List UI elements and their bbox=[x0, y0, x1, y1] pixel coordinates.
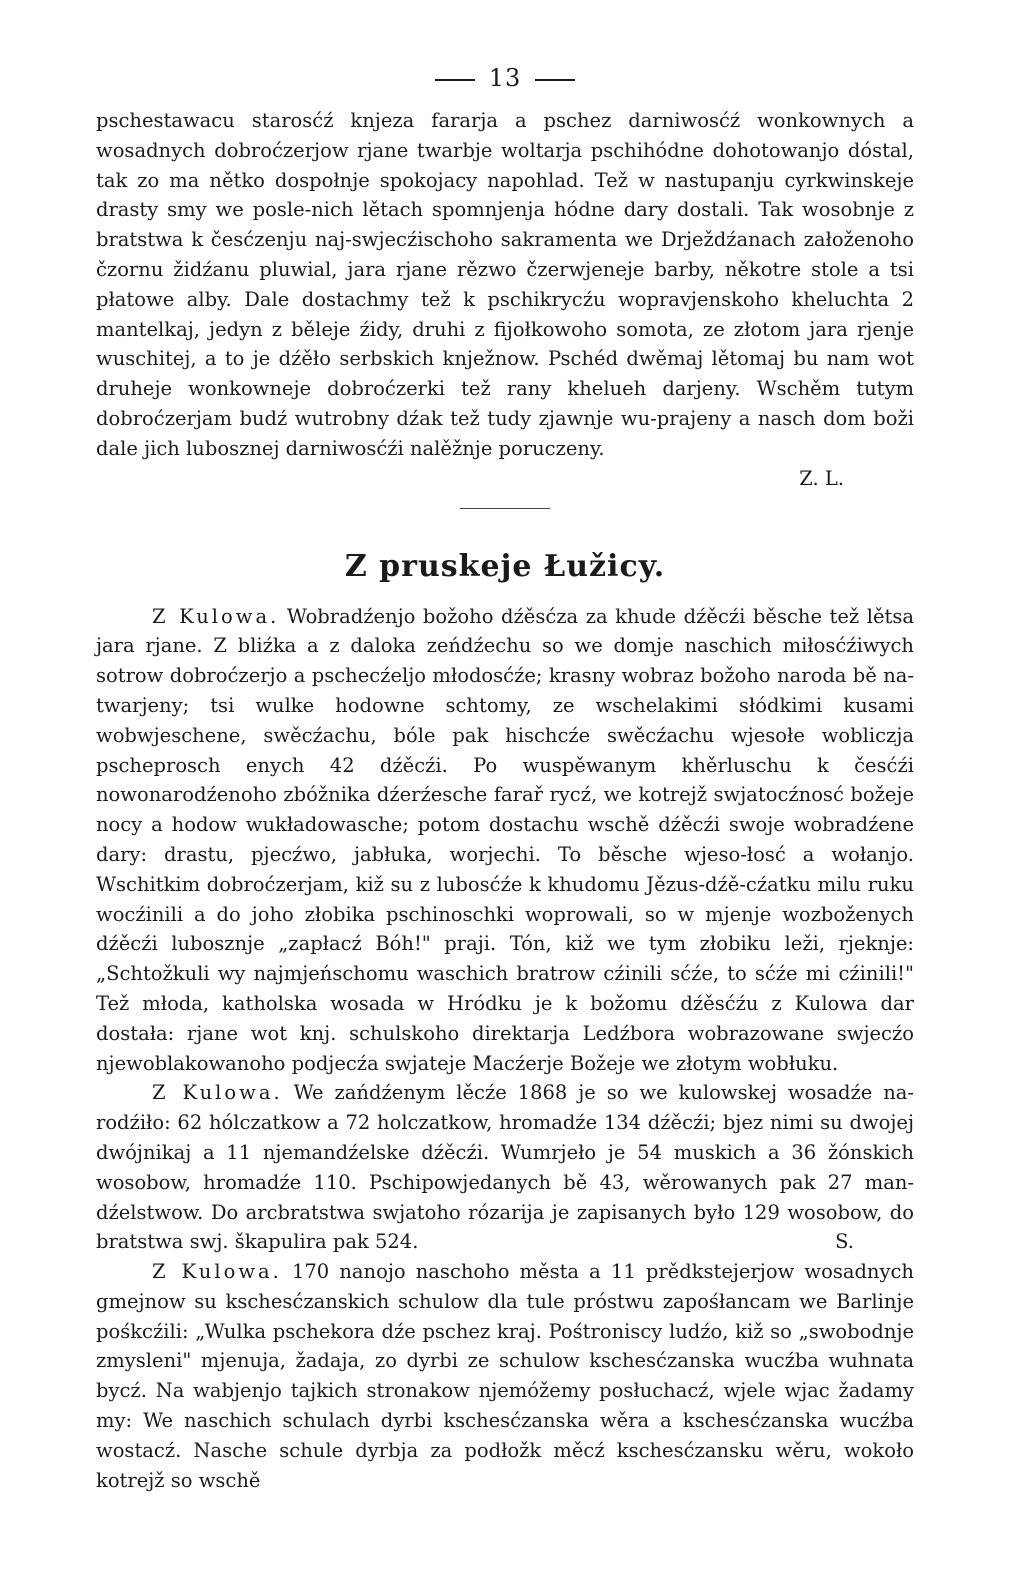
section-divider bbox=[460, 508, 550, 509]
news-signature-2: S. bbox=[835, 1230, 854, 1254]
document-page bbox=[96, 64, 914, 1495]
news-lead-1: Z Kulowa. bbox=[152, 604, 280, 628]
news-paragraph-2 bbox=[96, 1078, 914, 1257]
signature-top: Z. L. bbox=[799, 466, 844, 490]
section-heading: Z pruskeje Łužicy. bbox=[344, 548, 666, 584]
news-paragraph-3 bbox=[96, 1257, 914, 1495]
news-text-1: Wobradźenjo božoho dźěsćza za khude dźěcźi běsche tež lětsa jara rjane. Z bliźka a z daloka zeńdźechu so we domje naschich miłosćźiwych sotrow dobroćzerjo a pschecźeljo młodosćźe; krasny wobraz božoho naroda bě na-twarjeny; tsi wulke hodowne schtomy, ze wschelakimi słódkimi kusami wobwjeschene, swěcźachu, bóle pak hischcźe swěcźachu wjesołe wobliczja pscheprosch enych 42 dźěcźi. Po wuspěwanym khěrluschu k česćźi nowonarodźenoho zbóžnika dźerźesche farař rycź, we kotrejž swjatocźnosć božeje nocy a hodow wukładowasche; potom dostachu wschě dźěcźi swoje wobradźene dary: drastu, pjecźwo, jabłuka, worjechi. To běsche wjeso-łosć a wołanjo. Wschitkim dobroćzerjam, kiž su z lubosćźe k khudomu Jězus-dźě-cźatku milu ruku wocźinili a do joho złobika pschinoschki woprowali, so w mjenje wozboženych dźěcźi lubosznje „zapłacź Bóh!" praji. Tón, kiž we tym złobiku leži, rjeknje: „Schtožkuli wy najmjeńschomu waschich bratrow cźinili sćźe, to sćźe mi cźinili!" Tež młoda, katholska wosada w Hródku je k božomu dźěsćźu z Kulowa dar dostała: rjane wot knj. schulskoho direktarja Ledźbora wobrazowane swjecźo njewoblakowanoho podjecźa swjateje Macźerje Božeje we złotym wobłuku. bbox=[96, 604, 914, 1075]
news-text-2: We zańdźenym lěcźe 1868 je so we kulowskej wosadźe na-rodźiło: 62 hólczatkow a 72 holczatkow, hromadźe 134 dźěcźi; bjez nimi su dwojej dwójnikaj a 11 njemandźelske dźěcźi. Wumrjeło je 54 muskich a 36 žónskich wosobow, hromadźe 110. Pschipowjedanych bě 43, wěrowanych pak 27 man-dźelstwow. Do arcbratstwa swjatoho rózarija je zapisanych było 129 wosobow, do bratstwa swj. škapulira pak 524. bbox=[96, 1081, 914, 1254]
news-text-3: 170 nanojo naschoho města a 11 prědkstejerjow wosadnych gmejnow su kschesćzanskich schulow dla tule próstwu zapośłancam we Barlinje pośkcźili: „Wulka pschekora dźe pschez kraj. Pośtroniscy ludźo, kiž so „swobodnje zmysleni" mjenuja, žadaja, zo dyrbi ze schulow kschesćzanska wucźba wuhnata bycź. Na wabjenjo tajkich stronakow njemóžemy posłuchacź, wjele wjac žadamy my: We naschich schulach dyrbi kschesćzanska wěra a kschesćzanska wucźba wostacź. Nasche schule dyrbja za podłožk měcź kschesćzansku wěru, wokoło kotrejž so wschě bbox=[96, 1260, 914, 1492]
paragraph-top: pschestawacu starosćź knjeza fararja a pschez darniwosćź wonkownych a wosadnych dobroćzerjow rjane twarbje woltarja pschihódne dohotowanjo dóstal, tak zo ma nětko dospołnje spokojacy napohlad. Tež w nastupanju cyrkwinskeje drasty smy we posle-nich lětach spomnjenja hódne dary dostali. Tak wosobnje z bratstwa k česćzenju naj-swjecźischoho sakramenta we Drježdźanach załoženoho čzornu židźanu pluwial, jara rjane rězwo čzerwjeneje barby, někotre stole a tsi płatowe alby. Dale dostachmy tež k pschikrycźu wopravjenskoho kheluchta 2 mantelkaj, jedyn z běleje źidy, druhi z fijołkowoho somota, ze złotom jara rjenje wuschitej, a to je dźěło serbskich knježnow. Pschéd dwěmaj lětomaj bu nam wot druheje wonkowneje dobroćzerki tež rany khelueh darjeny. Wschěm tutym dobroćzerjam budź wutrobny dźak tež tudy zjawnje wu-prajeny a nasch dom boži dale jich lubosznej darniwosćźi nalěžnje poruczeny. bbox=[96, 109, 914, 460]
news-paragraph-1 bbox=[96, 602, 914, 1079]
page-number-value: 13 bbox=[488, 64, 522, 92]
news-lead-2: Z Kulowa. bbox=[152, 1081, 283, 1105]
dash-right bbox=[535, 79, 575, 81]
page-number bbox=[96, 64, 914, 92]
news-lead-3: Z Kulowa. bbox=[152, 1260, 282, 1284]
dash-left bbox=[435, 79, 475, 81]
